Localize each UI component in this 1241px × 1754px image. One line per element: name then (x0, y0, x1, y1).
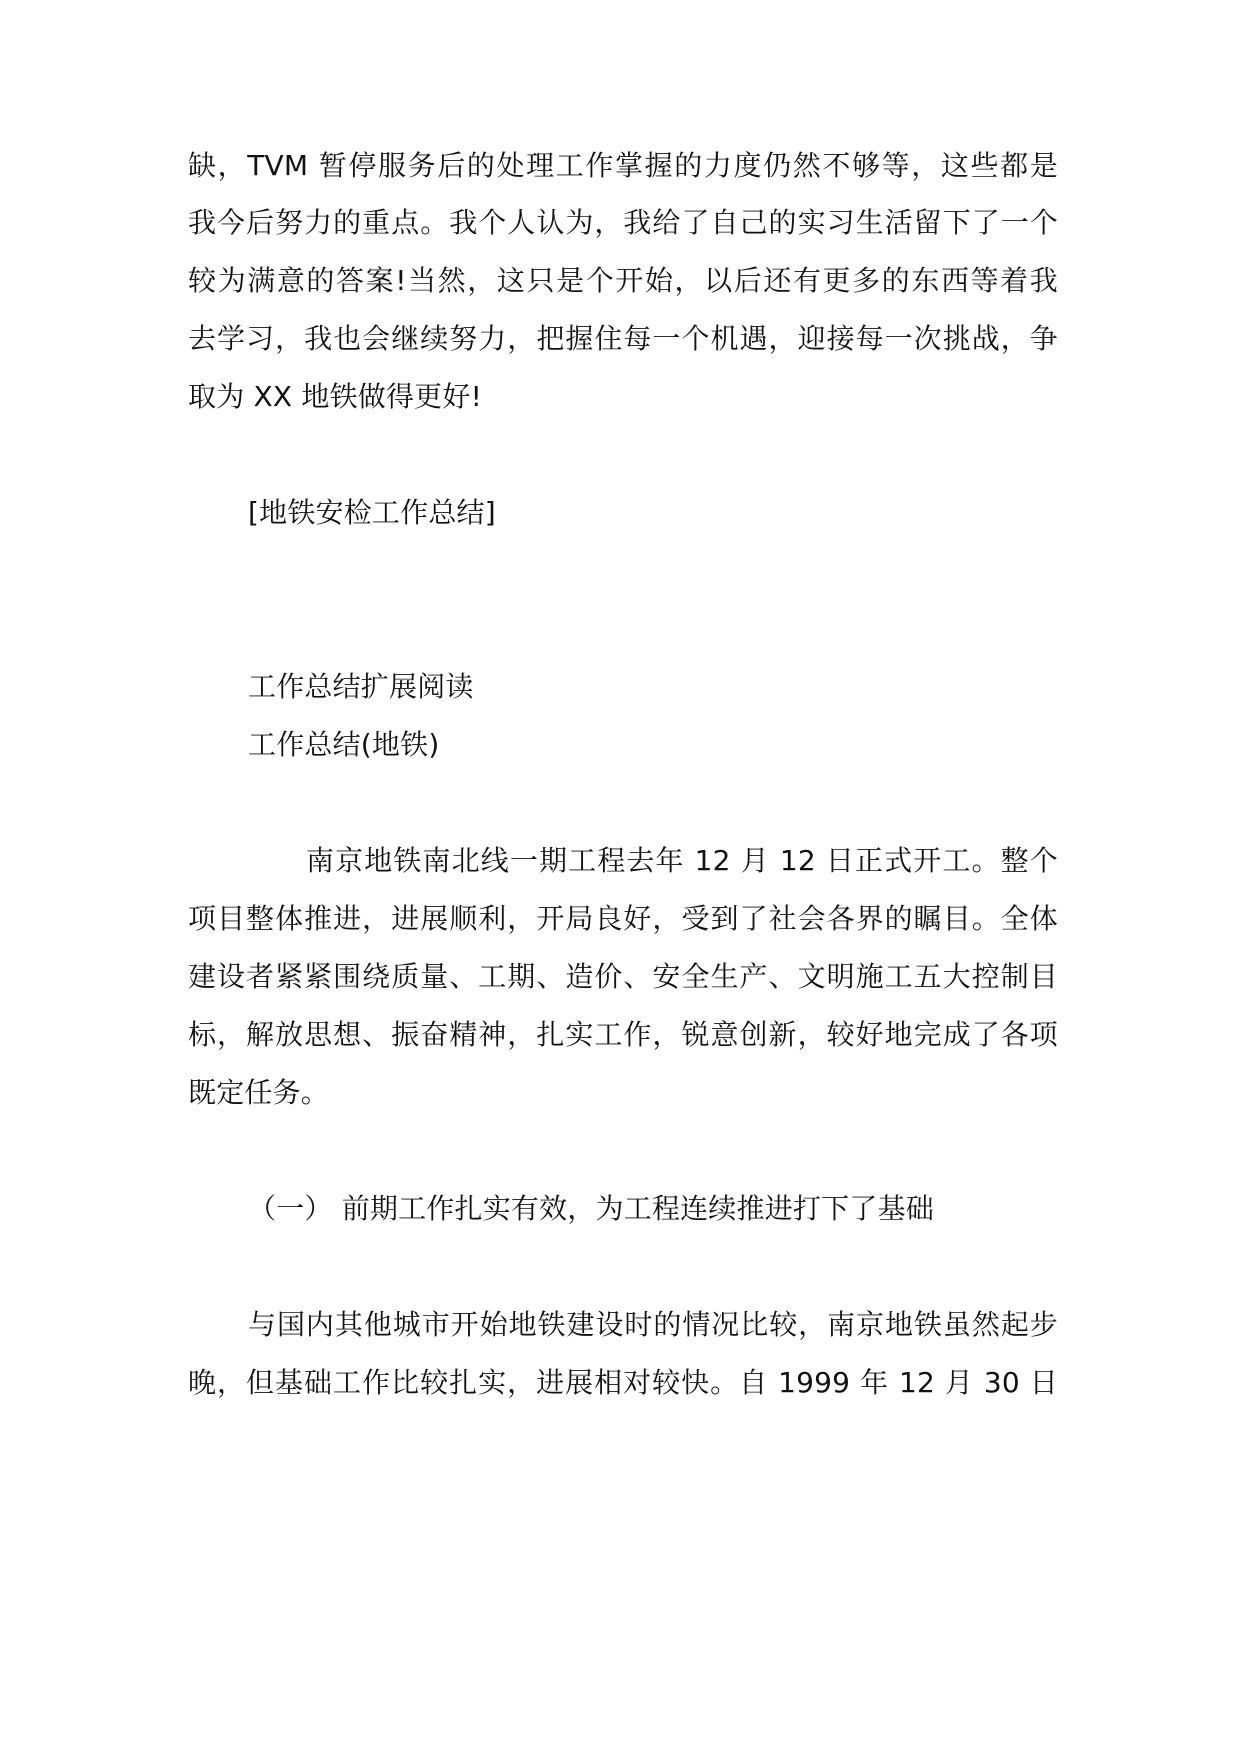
paragraph-1-line-5: 取为 XX 地铁做得更好! (188, 380, 482, 413)
paragraph-1-line-2: 我今后努力的重点。我个人认为，我给了自己的实习生活留下了一个 (188, 206, 1058, 239)
paragraph-2-line-1: 南京地铁南北线一期工程去年 12 月 12 日正式开工。整个 (306, 844, 1058, 877)
paragraph-3-line-2: 晚，但基础工作比较扎实，进展相对较快。自 1999 年 12 月 30 日 (188, 1366, 1058, 1399)
section-heading: （一） 前期工作扎实有效，为工程连续推进打下了基础 (248, 1192, 934, 1225)
paragraph-2-line-2: 项目整体推进，进展顺利，开局良好，受到了社会各界的瞩目。全体 (188, 902, 1058, 935)
paragraph-2-line-3: 建设者紧紧围绕质量、工期、造价、安全生产、文明施工五大控制目 (188, 960, 1058, 993)
paragraph-3-line-1: 与国内其他城市开始地铁建设时的情况比较，南京地铁虽然起步 (248, 1308, 1058, 1341)
paragraph-2-line-5: 既定任务。 (188, 1076, 330, 1109)
paragraph-1-line-4: 去学习，我也会继续努力，把握住每一个机遇，迎接每一次挑战，争 (188, 322, 1058, 355)
bracket-title: [地铁安检工作总结] (248, 496, 496, 529)
paragraph-1-line-3: 较为满意的答案!当然，这只是个开始，以后还有更多的东西等着我 (188, 264, 1058, 297)
extended-reading-heading: 工作总结扩展阅读 (248, 670, 474, 703)
paragraph-2-line-4: 标，解放思想、振奋精神，扎实工作，锐意创新，较好地完成了各项 (188, 1018, 1058, 1051)
subheading: 工作总结(地铁) (248, 728, 440, 761)
paragraph-1-line-1: 缺，TVM 暂停服务后的处理工作掌握的力度仍然不够等，这些都是 (188, 149, 1058, 182)
